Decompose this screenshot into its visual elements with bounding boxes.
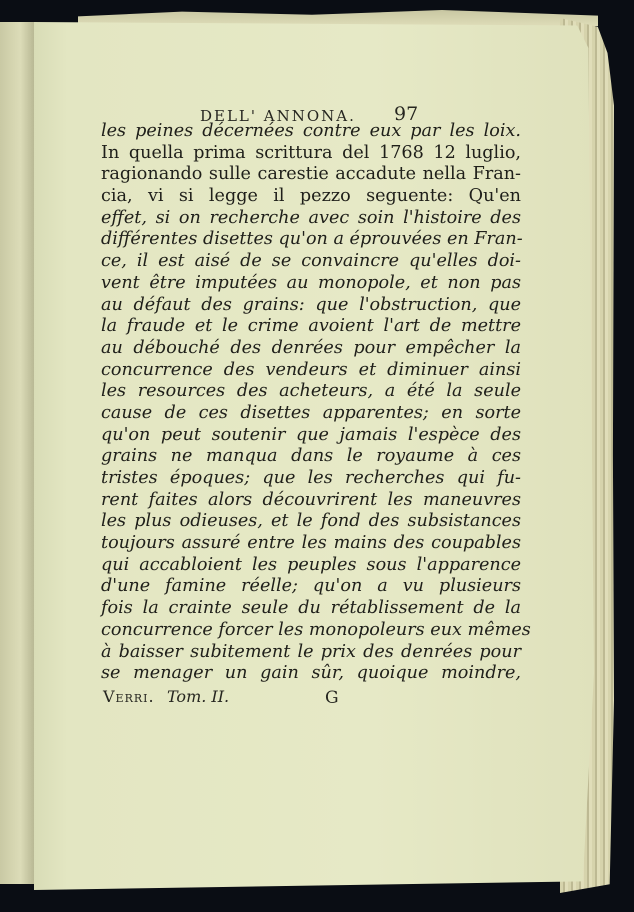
text-line: les resources des acheteurs, a été la seule <box>101 381 521 402</box>
text-line: ce, il est aisé de se convaincre qu'elles doi- <box>101 251 521 272</box>
text-line: concurrence des vendeurs et diminuer ainsi <box>101 359 521 380</box>
text-line: les plus odieuses, et le fond des subsistances <box>101 511 521 532</box>
text-line: toujours assuré entre les mains des coupables <box>101 533 521 554</box>
text-line: fois la crainte seule du rétablissement de la <box>101 598 521 619</box>
text-line: différentes disettes qu'on a éprouvées en Fran- <box>101 229 523 250</box>
body-text <box>101 121 531 685</box>
footer-volume: Tom. II. <box>167 687 230 706</box>
page-footer <box>103 685 363 709</box>
text-line: au débouché des denrées pour empêcher la <box>101 337 521 358</box>
text-line: In quella prima scrittura del 1768 12 luglio, <box>101 142 521 163</box>
text-line: à baisser subitement le prix des denrées pour <box>101 641 521 662</box>
signature-mark: G <box>325 688 339 708</box>
text-line: se menager un gain sûr, quoique moindre, <box>101 663 521 684</box>
text-line: effet, si on recherche avec soin l'histoire des <box>101 207 521 228</box>
text-line: cause de ces disettes apparentes; en sorte <box>101 402 521 423</box>
text-line: grains ne manqua dans le royaume à ces <box>101 446 521 467</box>
page-number: 97 <box>394 103 419 125</box>
text-line: rent faites alors découvrirent les maneuvres <box>101 489 521 510</box>
text-line: au défaut des grains: que l'obstruction, que <box>101 294 521 315</box>
text-line: concurrence forcer les monopoleurs eux mêmes <box>101 619 531 640</box>
text-line: qui accabloient les peuples sous l'apparence <box>101 554 521 575</box>
running-head: DELL' ANNONA. <box>200 107 356 125</box>
text-line: ragionando sulle carestie accadute nella Fran- <box>101 164 521 185</box>
footer-author: Verri. <box>103 687 155 706</box>
text-line: d'une famine réelle; qu'on a vu plusieurs <box>101 576 521 597</box>
text-line: vent être imputées au monopole, et non pas <box>101 272 521 293</box>
text-line: les peines décernées contre eux par les loix. <box>101 121 521 141</box>
text-line: qu'on peut soutenir que jamais l'espèce des <box>101 424 521 445</box>
text-line: tristes époques; que les recherches qui fu- <box>101 468 521 488</box>
facing-page-edge <box>0 22 35 884</box>
text-line: la fraude et le crime avoient l'art de mettre <box>101 316 521 337</box>
text-line: cia, vi si legge il pezzo seguente: Qu'en <box>101 186 521 207</box>
